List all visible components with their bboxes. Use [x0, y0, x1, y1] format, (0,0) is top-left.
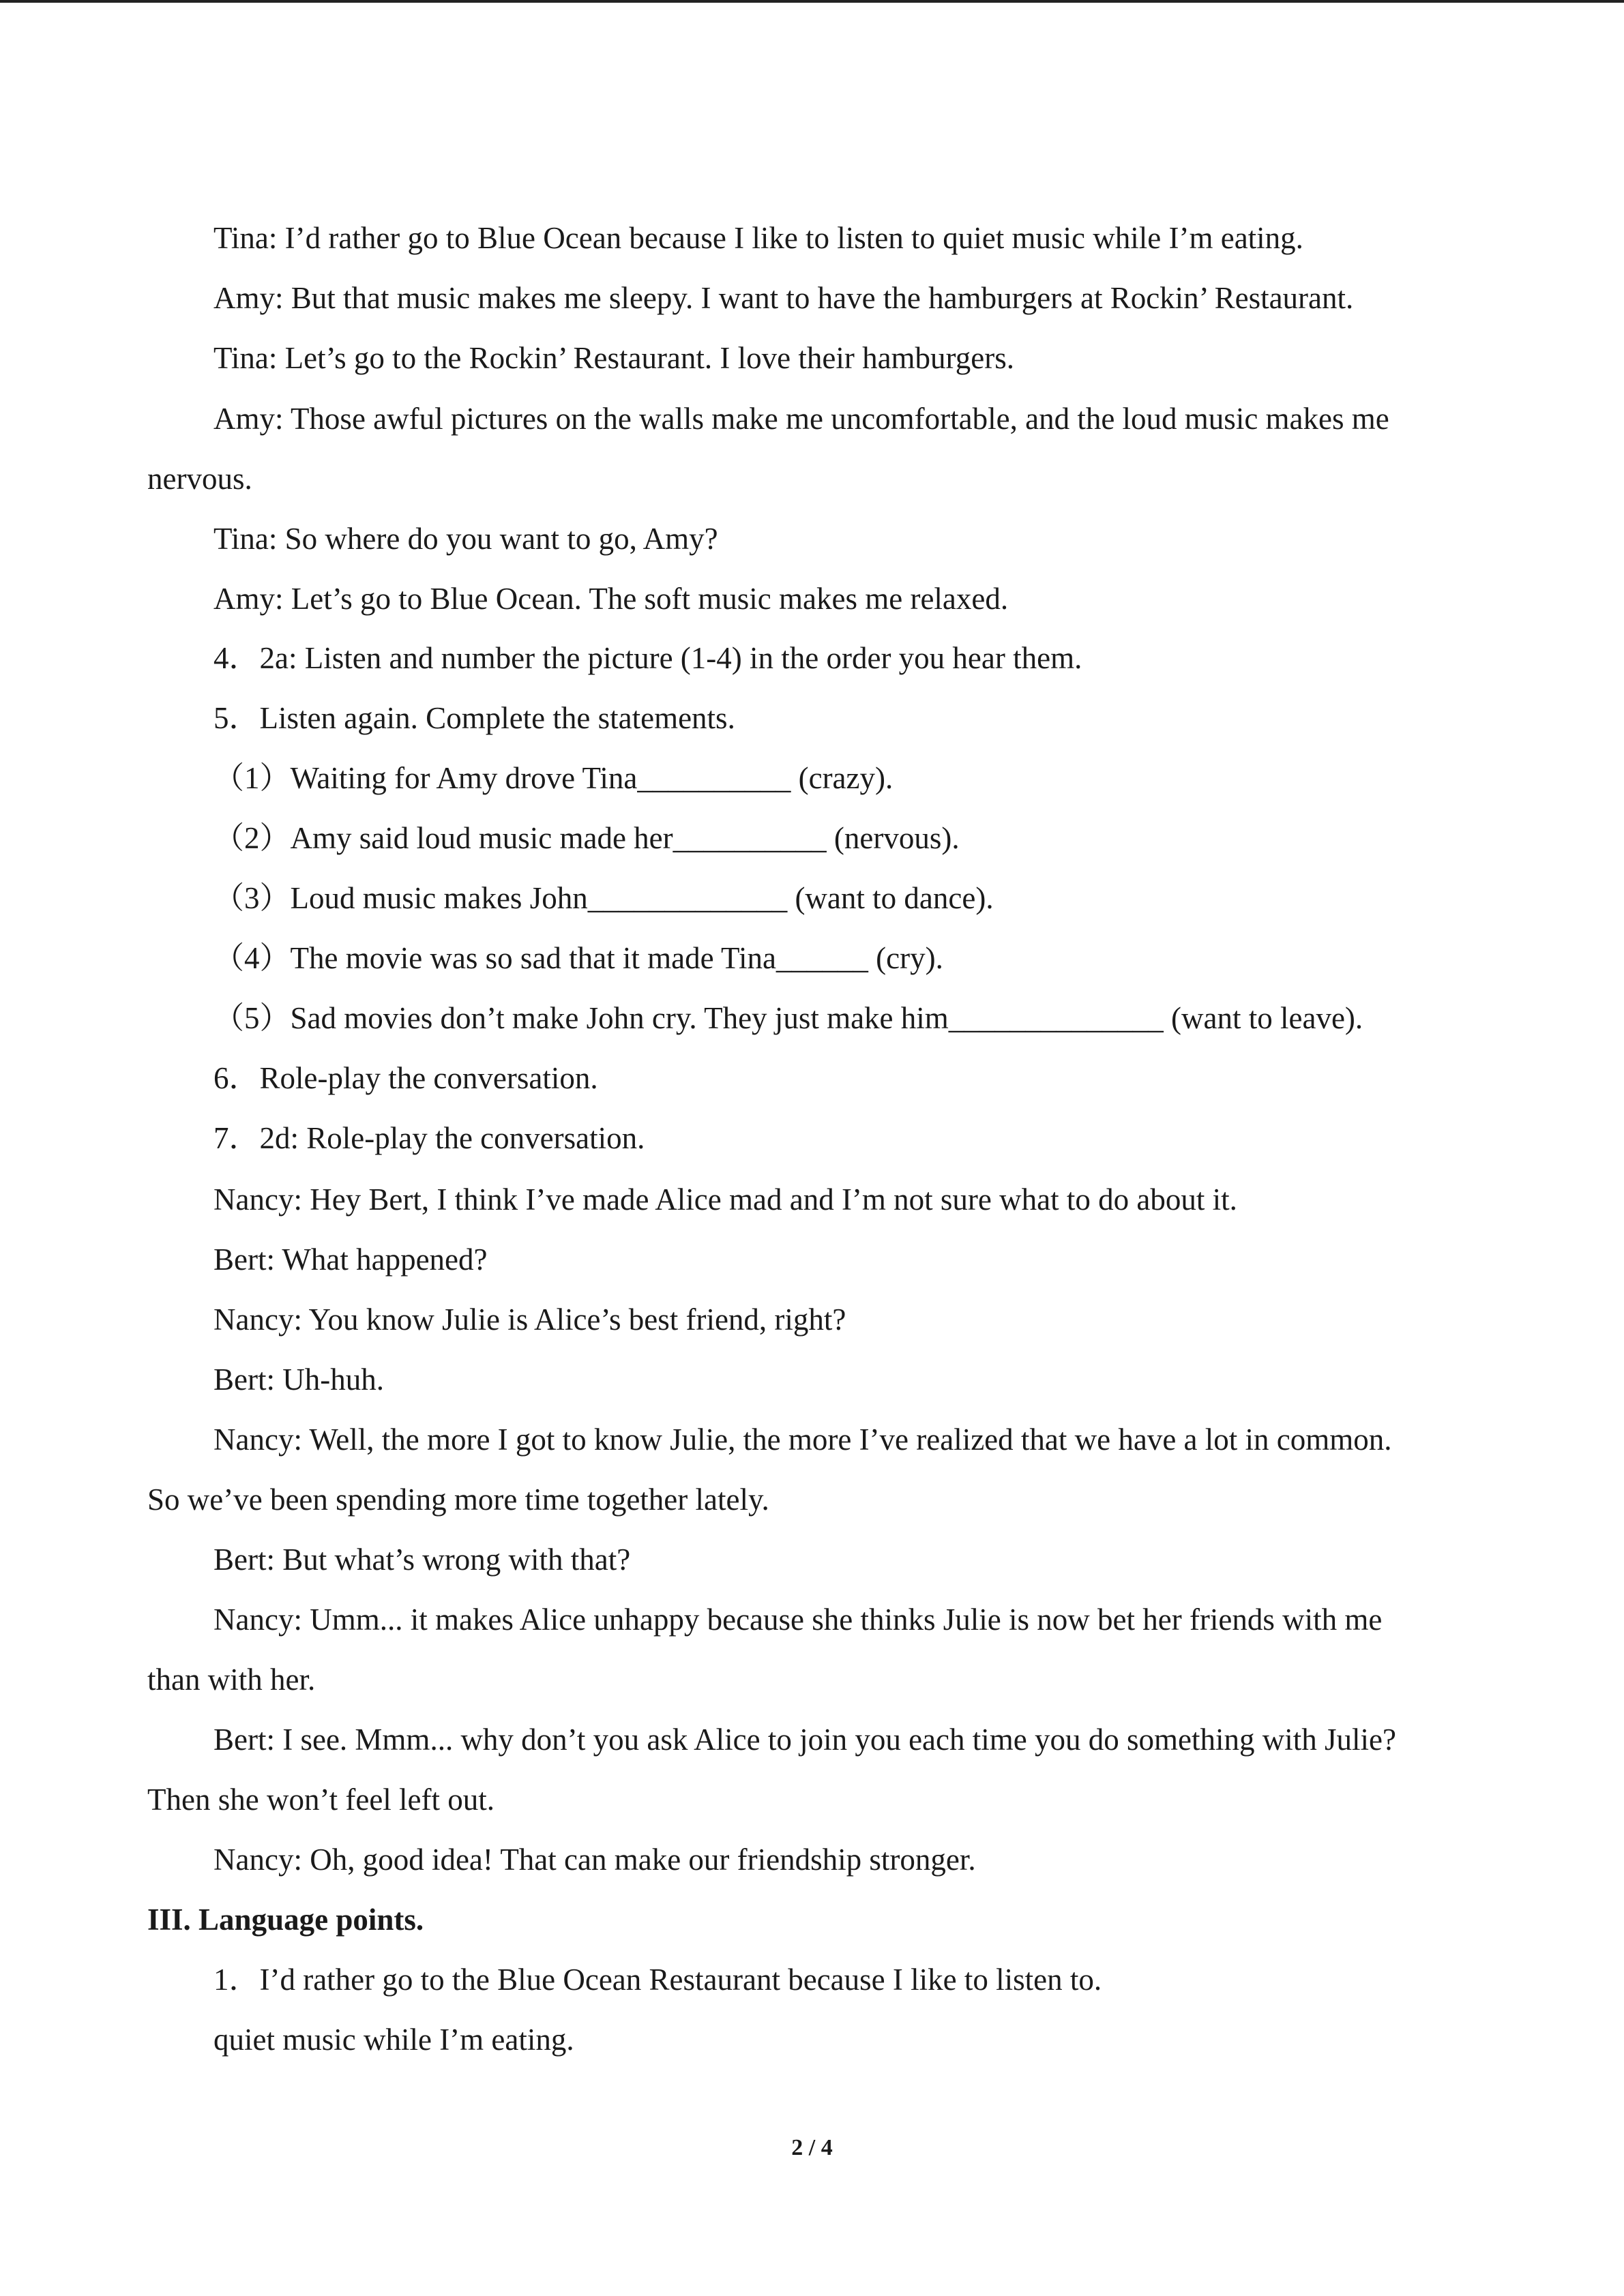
- exercise-item: 7．2d: Role-play the conversation.: [213, 1121, 645, 1155]
- dialogue-line-continuation: So we’ve been spending more time together lately.: [147, 1482, 769, 1517]
- dialogue-line: Bert: Uh-huh.: [213, 1362, 384, 1397]
- dialogue-line-continuation: Then she won’t feel left out.: [147, 1783, 495, 1817]
- dialogue-line: Tina: I’d rather go to Blue Ocean because I like to listen to quiet music while I’m eating.: [213, 221, 1303, 255]
- language-point-continuation: quiet music while I’m eating.: [213, 2023, 574, 2057]
- dialogue-line: Nancy: Hey Bert, I think I’ve made Alice mad and I’m not sure what to do about it.: [213, 1182, 1237, 1217]
- dialogue-line: Nancy: Umm... it makes Alice unhappy because she thinks Julie is now bet her friends with me: [213, 1602, 1383, 1637]
- dialogue-line-continuation: nervous.: [147, 462, 252, 496]
- dialogue-line: Amy: Let’s go to Blue Ocean. The soft music makes me relaxed.: [213, 582, 1009, 616]
- statement-item: （5）Sad movies don’t make John cry. They just make him______________ (want to leave).: [213, 1001, 1363, 1035]
- exercise-item: 6．Role-play the conversation.: [213, 1061, 598, 1095]
- dialogue-line: Nancy: Oh, good idea! That can make our friendship stronger.: [213, 1843, 976, 1877]
- statement-item: （2）Amy said loud music made her__________ (nervous).: [213, 821, 960, 855]
- language-point-item: 1．I’d rather go to the Blue Ocean Restaurant because I like to listen to.: [213, 1963, 1102, 1997]
- dialogue-line: Bert: But what’s wrong with that?: [213, 1542, 631, 1577]
- dialogue-line: Bert: I see. Mmm... why don’t you ask Alice to join you each time you do something with Julie?: [213, 1723, 1396, 1757]
- page-number: 2 / 4: [791, 2135, 833, 2160]
- dialogue-line: Amy: Those awful pictures on the walls make me uncomfortable, and the loud music makes me: [213, 402, 1389, 436]
- statement-item: （3）Loud music makes John_____________ (want to dance).: [213, 881, 994, 915]
- dialogue-line: Bert: What happened?: [213, 1242, 488, 1277]
- statement-item: （4）The movie was so sad that it made Tina______ (cry).: [213, 941, 943, 975]
- dialogue-line-continuation: than with her.: [147, 1663, 316, 1697]
- dialogue-line: Nancy: You know Julie is Alice’s best friend, right?: [213, 1302, 846, 1337]
- dialogue-line: Tina: So where do you want to go, Amy?: [213, 522, 718, 556]
- dialogue-line: Amy: But that music makes me sleepy. I want to have the hamburgers at Rockin’ Restaurant.: [213, 281, 1354, 315]
- section-heading: III. Language points.: [147, 1903, 424, 1937]
- statement-item: （1）Waiting for Amy drove Tina__________ (crazy).: [213, 761, 894, 795]
- exercise-item: 5．Listen again. Complete the statements.: [213, 701, 735, 735]
- dialogue-line: Nancy: Well, the more I got to know Julie, the more I’ve realized that we have a lot in common.: [213, 1422, 1392, 1457]
- exercise-item: 4．2a: Listen and number the picture (1-4) in the order you hear them.: [213, 641, 1082, 675]
- dialogue-line: Tina: Let’s go to the Rockin’ Restaurant. I love their hamburgers.: [213, 341, 1014, 375]
